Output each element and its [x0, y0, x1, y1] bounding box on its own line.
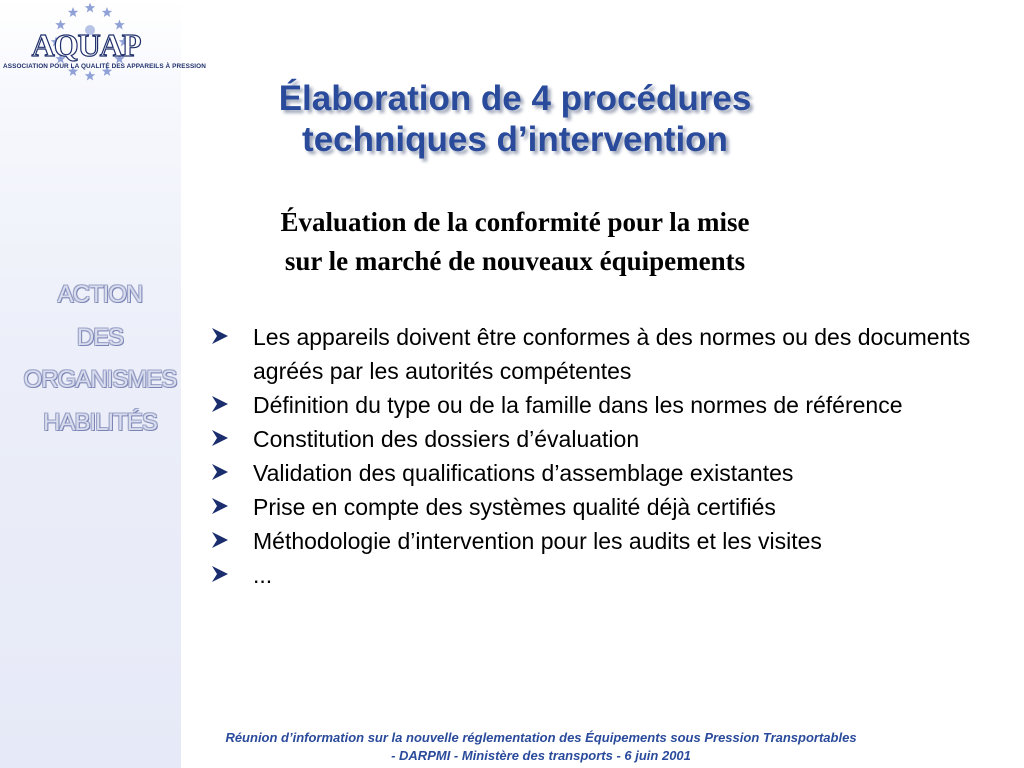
logo-subtitle: ASSOCIATION POUR LA QUALITÉ DES APPAREILS À PRESSION [3, 63, 206, 70]
bullet-item [210, 490, 990, 524]
bullet-text: Définition du type ou de la famille dans les normes de référence [253, 392, 903, 418]
bullet-item [210, 422, 990, 456]
arrow-bullet-icon [210, 394, 230, 414]
sidebar-line-des: DES [76, 324, 124, 351]
logo-star [102, 7, 112, 17]
slide-footer [181, 729, 901, 765]
bullet-text: Méthodologie d’intervention pour les audits et les visites [253, 528, 822, 554]
arrow-bullet-icon [210, 462, 230, 482]
bullet-list [210, 320, 990, 592]
slide-subtitle-line-2: sur le marché de nouveaux équipements [284, 246, 746, 276]
logo-star [68, 7, 78, 17]
arrow-bullet-icon [210, 564, 230, 584]
bullet-text: Constitution des dossiers d’évaluation [253, 426, 640, 452]
logo-star [85, 71, 95, 81]
sidebar-line-habilites: HABILITÉS [43, 409, 157, 436]
bullet-item [210, 456, 990, 490]
sidebar [0, 0, 206, 768]
bullet-text: ... [253, 562, 273, 588]
logo-star [85, 3, 95, 13]
arrow-bullet-icon [210, 496, 230, 516]
bullet-text: Validation des qualifications d’assemblage existantes [253, 460, 794, 486]
star-ring-icon [0, 0, 206, 90]
arrow-bullet-icon [210, 428, 230, 448]
arrow-bullet-icon [210, 530, 230, 550]
bullet-item [210, 388, 990, 422]
bullet-item [210, 320, 990, 388]
bullet-item [210, 558, 990, 592]
slide-title [190, 78, 840, 160]
footer-line-2: - DARPMI - Ministère des transports - 6 juin 2001 [391, 748, 691, 763]
sidebar-line-action: ACTION [57, 281, 143, 308]
slide-subtitle-line-1: Évaluation de la conformité pour la mise [280, 207, 750, 237]
slide-subtitle [190, 203, 840, 281]
logo-wordmark: AQUAP [31, 27, 141, 63]
footer-line-1: Réunion d’information sur la nouvelle réglementation des Équipements sous Pression Transportables [225, 730, 857, 745]
sidebar-line-organismes: ORGANISMES [23, 366, 177, 393]
slide-title-line-2: techniques d’intervention [302, 120, 728, 159]
bullet-item [210, 524, 990, 558]
slide-title-line-1: Élaboration de 4 procédures [278, 79, 752, 118]
arrow-bullet-icon [210, 326, 230, 346]
aquap-logo [0, 0, 206, 90]
bullet-text: Prise en compte des systèmes qualité déjà certifiés [253, 494, 776, 520]
bullet-text: Les appareils doivent être conformes à des normes ou des documents agréés par les autorités compétentes [253, 324, 971, 384]
